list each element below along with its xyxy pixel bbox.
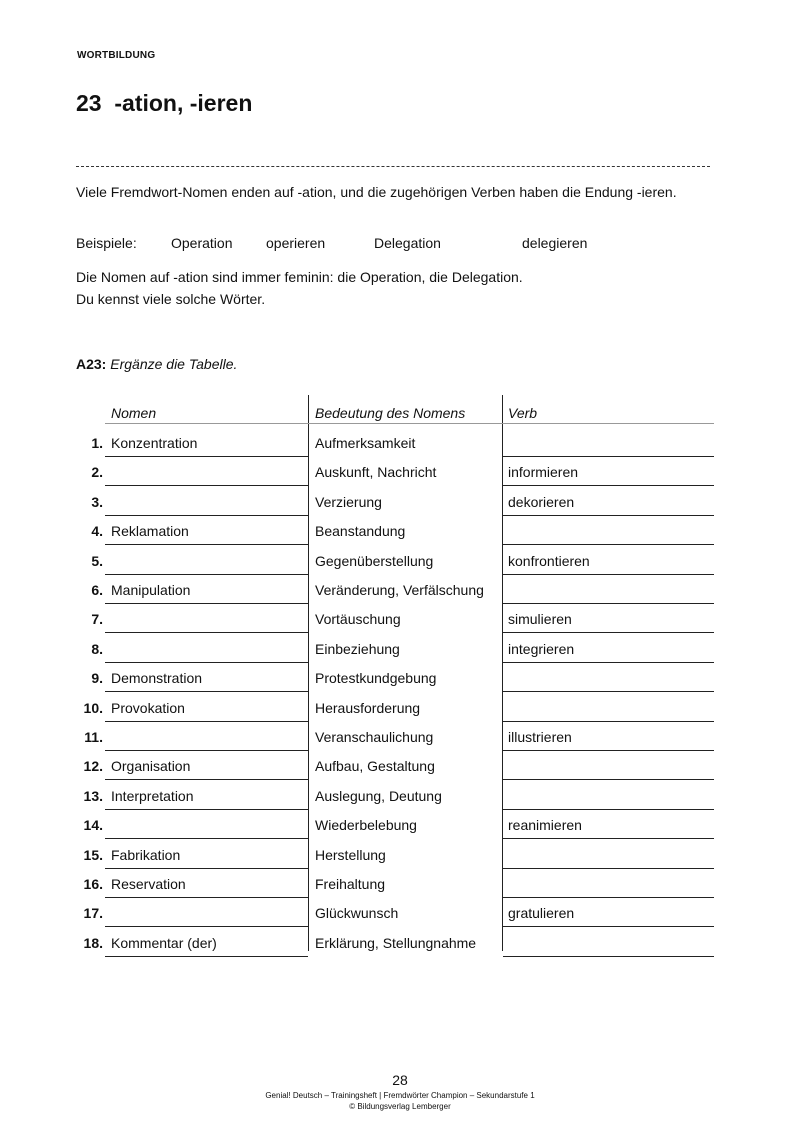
verb-cell[interactable] (503, 693, 714, 722)
row-number: 17. (83, 905, 103, 922)
header-nomen: Nomen (111, 405, 157, 421)
verb-cell[interactable] (503, 516, 714, 545)
nomen-cell[interactable] (105, 722, 308, 751)
bedeutung-cell: Einbeziehung (315, 640, 400, 657)
nomen-cell[interactable] (105, 898, 308, 927)
nomen-cell[interactable] (105, 604, 308, 633)
bedeutung-cell: Wiederbelebung (315, 817, 417, 834)
bedeutung-cell: Freihaltung (315, 876, 386, 892)
table-row (76, 634, 716, 663)
nomen-cell: Reklamation (111, 523, 189, 540)
table-row (76, 751, 716, 780)
intro-paragraph-2 (76, 266, 716, 310)
row-number: 12. (83, 758, 103, 775)
dashed-divider (76, 166, 710, 167)
bedeutung-cell: Veränderung, Verfälschung (315, 582, 484, 598)
word-table (76, 395, 716, 951)
footer-copyright: © Bildungsverlag Lemberger (349, 1102, 451, 1111)
table-row (76, 810, 716, 839)
nomen-cell[interactable] (105, 810, 308, 839)
row-number: 16. (83, 876, 103, 892)
example-noun-1: Operation (171, 235, 233, 251)
verb-cell[interactable] (503, 869, 714, 898)
table-row (76, 428, 716, 457)
bedeutung-cell: Gegenüberstellung (315, 552, 434, 569)
row-number: 11. (84, 729, 103, 745)
nomen-cell: Konzentration (111, 435, 198, 451)
verb-answer-line (503, 956, 714, 957)
bedeutung-cell: Herstellung (315, 846, 386, 863)
header-underline (105, 423, 714, 424)
table-row (76, 898, 716, 927)
nomen-cell[interactable] (105, 546, 308, 575)
verb-cell[interactable] (503, 840, 714, 869)
row-number: 6. (91, 582, 103, 598)
verb-cell[interactable] (503, 751, 714, 780)
row-number: 18. (83, 934, 103, 951)
section-label: WORTBILDUNG (77, 50, 156, 61)
table-row (76, 546, 716, 575)
task-label: A23: (76, 356, 107, 372)
row-number: 10. (83, 699, 103, 716)
nomen-cell: Fabrikation (111, 846, 181, 863)
nomen-cell: Provokation (111, 699, 185, 716)
examples-row (76, 235, 716, 255)
nomen-answer-line (105, 956, 308, 957)
row-number: 3. (91, 493, 103, 510)
verb-cell: gratulieren (508, 905, 575, 922)
bedeutung-cell: Aufbau, Gestaltung (315, 758, 435, 775)
nomen-cell: Organisation (111, 758, 191, 775)
examples-label: Beispiele: (76, 235, 137, 251)
bedeutung-cell: Aufmerksamkeit (315, 435, 416, 451)
page-number: 28 (392, 1072, 408, 1088)
nomen-cell: Kommentar (der) (111, 934, 217, 951)
nomen-cell: Manipulation (111, 582, 191, 598)
verb-cell[interactable] (503, 663, 714, 692)
table-row (76, 487, 716, 516)
table-row (76, 928, 716, 957)
intro-paragraph-2-line-1: Die Nomen auf -ation sind immer feminin: die Operation, die Delegation. (76, 269, 523, 285)
table-row (76, 693, 716, 722)
intro-paragraph-2-line-2: Du kennst viele solche Wörter. (76, 291, 266, 307)
bedeutung-cell: Beanstandung (315, 523, 406, 540)
row-number: 13. (83, 787, 103, 804)
row-number: 4. (91, 523, 103, 540)
nomen-cell: Reservation (111, 876, 186, 892)
bedeutung-cell: Auslegung, Deutung (315, 787, 442, 804)
nomen-cell[interactable] (105, 457, 308, 486)
bedeutung-cell: Verzierung (315, 493, 382, 510)
verb-cell: illustrieren (508, 729, 572, 745)
table-row (76, 781, 716, 810)
intro-paragraph: Viele Fremdwort-Nomen enden auf -ation, und die zugehörigen Verben haben die Endung -ieren. (76, 184, 677, 200)
row-number: 9. (91, 670, 103, 687)
verb-cell[interactable] (503, 575, 714, 604)
task-text: Ergänze die Tabelle. (110, 356, 238, 372)
row-number: 7. (91, 611, 103, 628)
verb-cell: reanimieren (508, 817, 582, 834)
row-number: 8. (91, 640, 103, 657)
table-row (76, 663, 716, 692)
verb-cell: simulieren (508, 611, 572, 628)
bedeutung-cell: Vortäuschung (315, 611, 401, 628)
table-row (76, 575, 716, 604)
verb-cell: integrieren (508, 640, 575, 657)
table-row (76, 457, 716, 486)
verb-cell: informieren (508, 464, 579, 481)
verb-cell[interactable] (503, 928, 714, 957)
table-row (76, 516, 716, 545)
table-row (76, 869, 716, 898)
page-title: 23 -ation, -ieren (76, 90, 253, 116)
verb-cell: konfrontieren (508, 552, 590, 569)
bedeutung-cell: Glückwunsch (315, 905, 399, 922)
example-noun-2: Delegation (374, 235, 441, 251)
footer-credit: Genial! Deutsch – Trainingsheft | Fremdwörter Champion – Sekundarstufe 1 (265, 1091, 535, 1100)
example-verb-1: operieren (266, 235, 326, 251)
verb-cell[interactable] (503, 428, 714, 457)
row-number: 2. (91, 464, 103, 481)
bedeutung-cell: Protestkundgebung (315, 670, 437, 687)
header-bedeutung: Bedeutung des Nomens (315, 405, 466, 421)
task-instruction (76, 356, 237, 372)
verb-cell: dekorieren (508, 493, 575, 510)
row-number: 5. (91, 552, 103, 569)
row-number: 1. (91, 435, 103, 451)
verb-cell[interactable] (503, 781, 714, 810)
bedeutung-cell: Herausforderung (315, 699, 421, 716)
nomen-cell: Interpretation (111, 787, 194, 804)
bedeutung-cell: Erklärung, Stellungnahme (315, 934, 477, 951)
header-verb: Verb (508, 405, 538, 421)
table-row (76, 604, 716, 633)
nomen-cell[interactable] (105, 634, 308, 663)
nomen-cell: Demonstration (111, 670, 203, 687)
row-number: 15. (83, 846, 103, 863)
table-row (76, 722, 716, 751)
bedeutung-cell: Veranschaulichung (315, 729, 434, 745)
example-verb-2: delegieren (522, 235, 588, 251)
table-row (76, 840, 716, 869)
bedeutung-cell: Auskunft, Nachricht (315, 464, 437, 481)
nomen-cell[interactable] (105, 487, 308, 516)
row-number: 14. (83, 817, 103, 834)
